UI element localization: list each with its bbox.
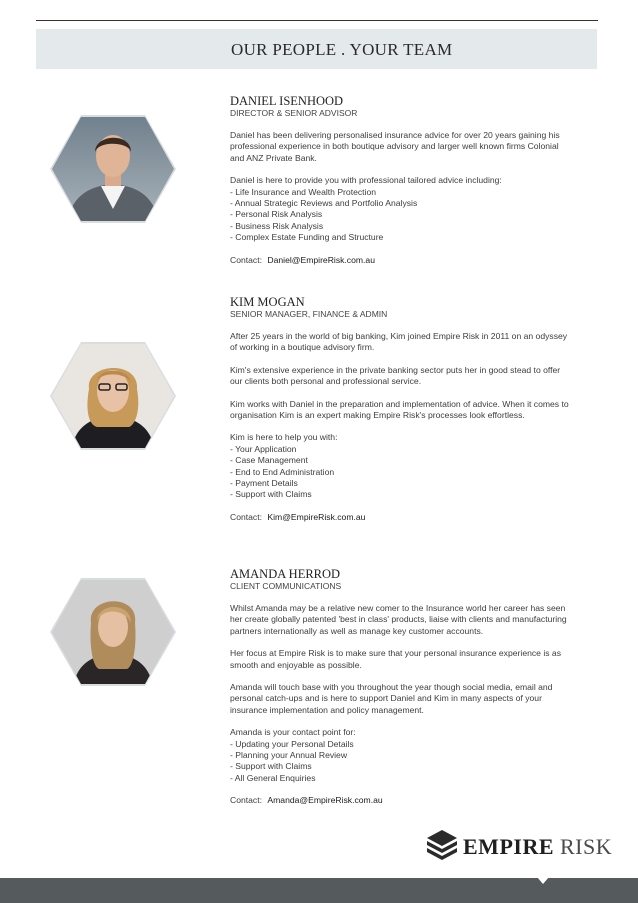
portrait-amanda <box>49 577 177 687</box>
service-list <box>230 444 570 501</box>
page-title: OUR PEOPLE . YOUR TEAM <box>231 40 453 59</box>
profile-text-kim <box>230 295 570 523</box>
top-rule <box>36 20 598 21</box>
list-item: - All General Enquiries <box>230 772 316 783</box>
logo-word-empire: EMPIRE <box>463 834 554 859</box>
bio-paragraph: Whilst Amanda may be a relative new comer to the Insurance world her career has seen her create globally patented 'best in class' products, liaise with clients and manufacturing partners internationally as well as manage key customer accounts. <box>230 603 567 636</box>
bio-paragraph: Her focus at Empire Risk is to make sure that your personal insurance experience is as smooth and enjoyable as possible. <box>230 648 562 670</box>
list-item: - Planning your Annual Review <box>230 750 348 761</box>
contact-line <box>230 512 570 523</box>
bio-paragraph: Kim is here to help you with: <box>230 432 338 443</box>
email-link[interactable]: Kim@EmpireRisk.com.au <box>267 511 366 522</box>
list-item: - Support with Claims <box>230 489 312 500</box>
contact-line <box>230 795 570 806</box>
person-role: DIRECTOR & SENIOR ADVISOR <box>230 108 358 118</box>
contact-label: Contact: <box>230 254 263 265</box>
bio-paragraph: Kim works with Daniel in the preparation and implementation of advice. When it comes to organisation Kim is an expert making Empire Risk's processes look effortless. <box>230 398 569 421</box>
bio-paragraph: Daniel is here to provide you with professional tailored advice including: <box>230 175 502 186</box>
bio-paragraph: Kim's extensive experience in the private banking sector puts her in good stead to offer our clients both personal and professional service. <box>230 364 561 387</box>
list-item: - Complex Estate Funding and Structure <box>230 232 384 243</box>
header-band <box>36 29 597 69</box>
list-item: - Your Application <box>230 443 297 454</box>
email-link[interactable]: Daniel@EmpireRisk.com.au <box>267 254 375 265</box>
list-item: - Support with Claims <box>230 761 312 772</box>
person-name: DANIEL ISENHOOD <box>230 94 344 108</box>
bio-paragraph: Daniel has been delivering personalised insurance advice for over 20 years gaining his professional experience in both boutique advisory and larger well known firms Colonial and ANZ Private Bank. <box>230 130 560 163</box>
footer-notch <box>537 877 549 884</box>
bio-paragraph: After 25 years in the world of big banking, Kim joined Empire Risk in 2011 on an odyssey of working in a boutique advisory firm. <box>230 331 568 353</box>
list-item: - End to End Administration <box>230 466 335 477</box>
bio-paragraph: Amanda will touch base with you throughout the year though social media, email and personal catch-ups and is here to support Daniel and Kim in many aspects of your insurance implementation and policy management. <box>230 682 553 715</box>
empire-risk-logo <box>425 829 613 865</box>
portrait-kim <box>49 341 177 451</box>
contact-line <box>230 255 570 266</box>
list-item: - Payment Details <box>230 478 298 489</box>
portrait-daniel <box>49 114 177 224</box>
logo-mark-icon <box>425 829 459 863</box>
contact-label: Contact: <box>230 511 263 522</box>
person-role: CLIENT COMMUNICATIONS <box>230 581 342 591</box>
profile-text-daniel <box>230 94 570 266</box>
person-name: KIM MOGAN <box>230 295 305 309</box>
service-list <box>230 187 570 244</box>
profile-text-amanda <box>230 567 570 807</box>
bio-paragraph: Amanda is your contact point for: <box>230 727 356 738</box>
person-role: SENIOR MANAGER, FINANCE & ADMIN <box>230 309 388 319</box>
person-name: AMANDA HERROD <box>230 567 341 581</box>
email-link[interactable]: Amanda@EmpireRisk.com.au <box>267 795 383 806</box>
logo-wordmark <box>463 834 612 860</box>
contact-label: Contact: <box>230 795 263 806</box>
service-list <box>230 739 570 785</box>
list-item: - Personal Risk Analysis <box>230 209 323 220</box>
list-item: - Life Insurance and Wealth Protection <box>230 186 377 197</box>
list-item: - Updating your Personal Details <box>230 738 354 749</box>
list-item: - Business Risk Analysis <box>230 220 324 231</box>
list-item: - Annual Strategic Reviews and Portfolio Analysis <box>230 198 418 209</box>
logo-word-risk: RISK <box>560 834 613 859</box>
list-item: - Case Management <box>230 455 308 466</box>
